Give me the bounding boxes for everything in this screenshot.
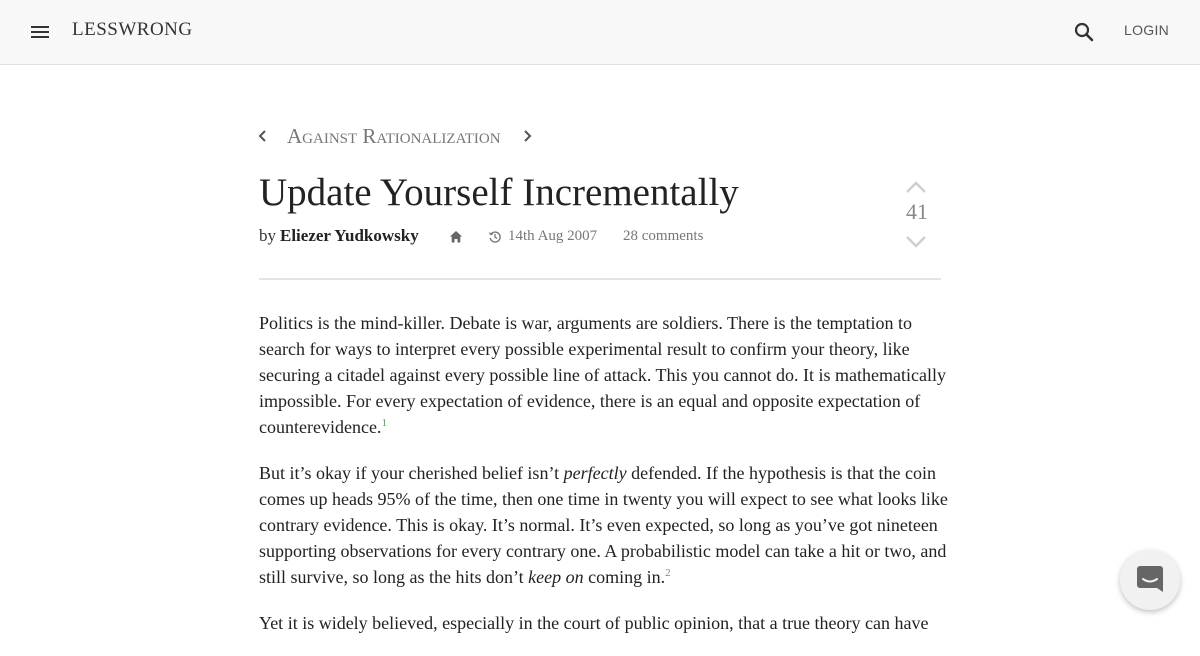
site-title[interactable]: LESSWRONG [72,19,193,40]
paragraph: Yet it is widely believed, especially in the court of public opinion, that a true theory can have [259,613,929,633]
top-bar [0,0,1200,65]
chevron-left-icon[interactable] [255,128,271,144]
post-title: Update Yourself Incrementally [259,171,739,214]
menu-icon[interactable] [29,21,51,43]
footnote-link[interactable]: 2 [665,567,671,579]
downvote-icon[interactable] [905,235,927,249]
chat-widget-button[interactable] [1120,550,1180,610]
history-icon [488,230,502,244]
comments-link[interactable]: 28 comments [623,228,704,244]
paragraph: But it’s okay if your cherished belief isn’t perfectly defended. If the hypothesis is that the coin comes up heads 95% of the time, then one time in twenty you will expect to see what looks like contrary evidence. This is okay. It’s normal. It’s even expected, so long as you’ve got nineteen supporting observations for every contrary one. A probabilistic model can take a hit or two, and still survive, so long as the hits don’t keep on coming in.$^2$ [259,463,948,587]
upvote-icon[interactable] [905,180,927,194]
login-button[interactable]: LOGIN [1124,22,1170,38]
author-link[interactable]: Eliezer Yudkowsky [280,226,419,245]
post-date: 14th Aug 2007 [508,228,598,244]
post-meta [259,226,879,248]
search-icon[interactable] [1073,21,1095,43]
sequence-nav [255,124,555,152]
paragraph: Politics is the mind-killer. Debate is war, arguments are soldiers. There is the temptation to search for ways to interpret every possible experimental result to confirm your theory, like securing a citadel against every possible line of attack. This you cannot do. It is mathematically impossible. For every expectation of evidence, there is an equal and opposite expectation of counterevidence.$^1$ [259,313,946,437]
post-body [259,310,949,656]
chevron-right-icon[interactable] [519,128,535,144]
home-icon[interactable] [448,229,464,245]
karma-score: 41 [906,199,928,224]
by-label: by [259,226,276,245]
chat-icon [1136,564,1164,594]
sequence-title-link[interactable]: Against Rationalization [287,124,501,148]
header-divider [259,278,941,280]
vote-widget [896,178,938,258]
footnote-link[interactable]: 1 [381,417,387,429]
